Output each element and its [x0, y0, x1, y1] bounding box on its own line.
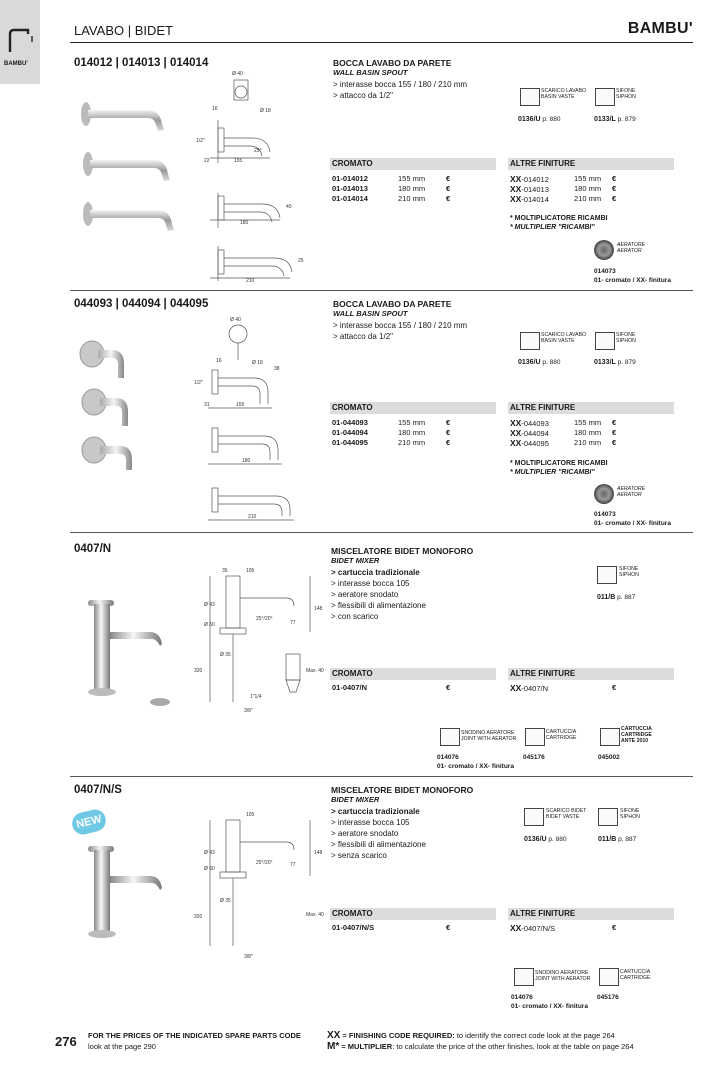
aerator-code: 014073	[594, 511, 616, 518]
spare-code: 014076	[437, 754, 459, 761]
accessory-label: SIFONE SIPHON	[620, 808, 640, 820]
dim-155: 155	[236, 402, 245, 408]
joint-aerator-icon	[440, 728, 460, 746]
feature-line: > cartuccia tradizionale	[331, 807, 420, 816]
product-title: BOCCA LAVABO DA PARETE	[333, 58, 452, 68]
spare-label: CARTUCCIA CARTRIDGE	[620, 969, 651, 981]
feature-line: > con scarico	[331, 612, 379, 621]
product-subtitle: BIDET MIXER	[331, 556, 380, 565]
accessory-label: SCARICO LAVABO BASIN VASTE	[541, 88, 587, 100]
table-row: 01-0407/N €	[332, 683, 451, 692]
aerator-label: AERATORE AERATOR	[617, 242, 646, 254]
product-info	[331, 785, 511, 861]
table-row: XX-044094 180 mm €	[510, 428, 617, 438]
features	[333, 79, 513, 101]
accessory-ref[interactable]: 011/B p. 887	[597, 594, 636, 601]
dim-77: 77	[290, 862, 296, 868]
aerator-icon	[594, 484, 614, 504]
section-code-title: 0407/N	[74, 543, 112, 555]
aerator-icon	[594, 240, 614, 260]
spare-label: SNODINO AERATORE JOINT WITH AERATOR	[535, 970, 591, 982]
altre-finiture-header: ALTRE FINITURE	[508, 402, 674, 414]
feature-line: > flessibili di alimentazione	[331, 601, 426, 610]
table-row: XX-014014 210 mm €	[510, 194, 617, 204]
joint-aerator-icon	[514, 968, 534, 986]
tab-label: BAMBU'	[4, 61, 28, 67]
aerator-code: 014073	[594, 268, 616, 275]
table-row: 01-044095 210 mm €	[332, 438, 451, 447]
new-badge: NEW	[70, 807, 108, 837]
dim-3-8: 3/8"	[244, 708, 253, 714]
siphon-icon	[597, 566, 617, 584]
product-photo-spouts	[78, 98, 188, 248]
table-row: XX-0407/N €	[510, 683, 617, 693]
dim-16: 16	[216, 358, 222, 364]
dim-max40: Max. 40	[306, 912, 324, 918]
multiplier-note: * MOLTIPLICATORE RICAMBI * MULTIPLIER "RICAMBI"	[510, 460, 608, 476]
table-row: 01-044093 155 mm €	[332, 418, 451, 427]
dim-angle: 25°	[254, 148, 262, 154]
dim-phi18: Ø 18	[252, 360, 263, 366]
dim-148: 148	[314, 850, 323, 856]
page-number: 276	[55, 1034, 77, 1049]
feature-line: > flessibili di alimentazione	[331, 840, 426, 849]
section-code-title: 044093 | 044094 | 044095	[74, 298, 209, 310]
dim-38: 38	[274, 366, 280, 372]
technical-drawing-0407NS	[190, 806, 330, 962]
spare-note: 01- cromato / XX- finitura	[511, 1003, 588, 1010]
accessory-label: SIFONE SIPHON	[616, 88, 636, 100]
product-title: MISCELATORE BIDET MONOFORO	[331, 785, 474, 795]
section-code-title: 0407/N/S	[74, 784, 122, 796]
table-row: XX-014013 180 mm €	[510, 184, 617, 194]
footer-legend: XX = FINISHING CODE REQUIRED: to identify the correct code look at the page 264 M* = MULTIPLIER: to calculate the price of the other finishes, look at the table on page 264	[327, 1030, 634, 1052]
accessory-ref[interactable]: 0136/U p. 880	[518, 359, 561, 366]
altre-finiture-table	[510, 683, 670, 693]
feature-line: > interasse bocca 155 / 180 / 210 mm	[333, 321, 468, 330]
aerator-label: AERATORE AERATOR	[617, 486, 646, 498]
cartridge-icon	[525, 728, 545, 746]
dim-phi35: Ø 35	[220, 652, 231, 658]
table-row: 01-014012 155 mm €	[332, 174, 451, 183]
feature-line: > senza scarico	[331, 851, 387, 860]
features	[331, 806, 511, 861]
table-row: XX-044093 155 mm €	[510, 418, 617, 428]
cromato-table	[332, 683, 492, 693]
product-photo-spouts	[78, 338, 148, 473]
cromato-header: CROMATO	[330, 668, 496, 680]
dim-105: 105	[246, 568, 255, 574]
feature-line: > interasse bocca 155 / 180 / 210 mm	[333, 80, 468, 89]
dim-half-inch: 1/2"	[196, 138, 205, 144]
altre-finiture-table	[510, 923, 670, 933]
altre-finiture-table	[510, 174, 670, 204]
dim-phi35: Ø 35	[220, 898, 231, 904]
dim-phi18: Ø 18	[260, 108, 271, 114]
features	[333, 320, 513, 342]
technical-drawing-014012	[190, 68, 320, 284]
dim-77: 77	[290, 620, 296, 626]
dim-105: 105	[246, 812, 255, 818]
dim-210: 210	[248, 514, 257, 520]
dim-phi40: Ø 40	[232, 71, 243, 77]
section-divider	[70, 290, 693, 291]
technical-drawing-044093	[190, 312, 320, 524]
dim-phi40: Ø 40	[230, 317, 241, 323]
drain-icon	[524, 808, 544, 826]
table-row: 01-014013 180 mm €	[332, 184, 451, 193]
spare-label: CARTUCCIA CARTRIDGE	[546, 729, 577, 741]
altre-finiture-header: ALTRE FINITURE	[508, 158, 674, 170]
product-photo-mixer	[80, 592, 190, 712]
dim-320: 320	[194, 668, 203, 674]
features	[331, 567, 511, 622]
dim-210: 210	[246, 278, 255, 284]
product-info	[333, 58, 513, 101]
cromato-header: CROMATO	[330, 158, 496, 170]
table-row: 01-0407/N/S €	[332, 923, 451, 932]
dim-180: 180	[242, 458, 251, 464]
product-photo-mixer	[80, 838, 190, 948]
cromato-header: CROMATO	[330, 402, 496, 414]
accessory-label: SIFONE SIPHON	[616, 332, 636, 344]
brand-name: BAMBU'	[627, 20, 693, 37]
dim-35: 35	[222, 568, 228, 574]
cartridge-icon	[599, 968, 619, 986]
table-row: XX-0407/N/S €	[510, 923, 617, 933]
feature-line: > interasse bocca 105	[331, 818, 410, 827]
dim-thread: 1"1/4	[250, 694, 262, 700]
cromato-header: CROMATO	[330, 908, 496, 920]
dim-phi50: Ø 50	[204, 866, 215, 872]
feature-line: > attacco da 1/2"	[333, 332, 393, 341]
dim-180: 180	[240, 220, 249, 226]
aerator-note: 01- cromato / XX- finitura	[594, 520, 671, 527]
table-row: 01-044094 180 mm €	[332, 428, 451, 437]
siphon-icon	[595, 88, 615, 106]
spare-code: 045176	[523, 754, 545, 761]
feature-line: > aeratore snodato	[331, 590, 399, 599]
spare-note: 01- cromato / XX- finitura	[437, 763, 514, 770]
product-title: BOCCA LAVABO DA PARETE	[333, 299, 452, 309]
dim-31: 31	[204, 402, 210, 408]
dim-320: 320	[194, 914, 203, 920]
dim-half-inch: 1/2"	[194, 380, 203, 386]
drain-icon	[520, 332, 540, 350]
cromato-table	[332, 418, 492, 448]
product-subtitle: BIDET MIXER	[331, 795, 380, 804]
dim-angle: 25°/20°	[256, 616, 273, 622]
product-info	[333, 299, 513, 342]
accessory-ref[interactable]: 011/B p. 887	[598, 836, 637, 843]
accessory-ref[interactable]: 0133/L p. 879	[594, 359, 636, 366]
accessory-label: SIFONE SIPHON	[619, 566, 639, 578]
dim-3-8: 3/8"	[244, 954, 253, 960]
siphon-icon	[595, 332, 615, 350]
altre-finiture-table	[510, 418, 670, 448]
spare-code: 045176	[597, 994, 619, 1001]
dim-22: 22	[204, 158, 210, 164]
accessory-label: SCARICO BIDET BIDET VASTE	[546, 808, 587, 820]
aerator-note: 01- cromato / XX- finitura	[594, 277, 671, 284]
altre-finiture-header: ALTRE FINITURE	[508, 668, 674, 680]
product-title: MISCELATORE BIDET MONOFORO	[331, 546, 474, 556]
technical-drawing-0407N	[190, 562, 330, 717]
footer-spare-parts-note: FOR THE PRICES OF THE INDICATED SPARE PARTS CODE look at the page 290	[88, 1031, 301, 1051]
product-subtitle: WALL BASIN SPOUT	[333, 309, 408, 318]
header-divider	[70, 42, 693, 43]
cromato-table	[332, 174, 492, 204]
accessory-ref[interactable]: 0136/U p. 880	[524, 836, 567, 843]
feature-line: > interasse bocca 105	[331, 579, 410, 588]
spare-label: CARTUCCIA CARTRIDGE ANTE 2010	[621, 726, 652, 744]
table-row: XX-014012 155 mm €	[510, 174, 617, 184]
dim-angle: 25°/20°	[256, 860, 273, 866]
product-info	[331, 546, 511, 622]
feature-line: > attacco da 1/2"	[333, 91, 393, 100]
section-code-title: 014012 | 014013 | 014014	[74, 57, 209, 69]
feature-line: > cartuccia tradizionale	[331, 568, 420, 577]
dim-148: 148	[314, 606, 323, 612]
accessory-label: SCARICO LAVABO BASIN VASTE	[541, 332, 587, 344]
table-row: XX-044095 210 mm €	[510, 438, 617, 448]
accessory-ref[interactable]: 0136/U p. 880	[518, 116, 561, 123]
accessory-ref[interactable]: 0133/L p. 879	[594, 116, 636, 123]
altre-finiture-header: ALTRE FINITURE	[508, 908, 674, 920]
spare-label: SNODINO AERATORE JOINT WITH AERATOR	[461, 730, 517, 742]
feature-line: > aeratore snodato	[331, 829, 399, 838]
spare-code: 045002	[598, 754, 620, 761]
product-subtitle: WALL BASIN SPOUT	[333, 68, 408, 77]
multiplier-note: * MOLTIPLICATORE RICAMBI * MULTIPLIER "RICAMBI"	[510, 215, 608, 231]
dim-16: 16	[212, 106, 218, 112]
basin-spout-icon	[6, 26, 36, 54]
dim-max40: Max. 40	[306, 668, 324, 674]
page-category-title: LAVABO | BIDET	[74, 23, 173, 38]
dim-phi50: Ø 50	[204, 622, 215, 628]
dim-25: 25	[298, 258, 304, 264]
dim-phi43: Ø 43	[204, 602, 215, 608]
dim-phi43: Ø 43	[204, 850, 215, 856]
siphon-icon	[598, 808, 618, 826]
cartridge-icon	[600, 728, 620, 746]
dim-40: 40	[286, 204, 292, 210]
side-tab	[0, 0, 40, 84]
drain-icon	[520, 88, 540, 106]
cromato-table	[332, 923, 492, 933]
spare-code: 014076	[511, 994, 533, 1001]
section-divider	[70, 532, 693, 533]
table-row: 01-014014 210 mm €	[332, 194, 451, 203]
section-divider	[70, 776, 693, 777]
dim-155: 155	[234, 158, 243, 164]
